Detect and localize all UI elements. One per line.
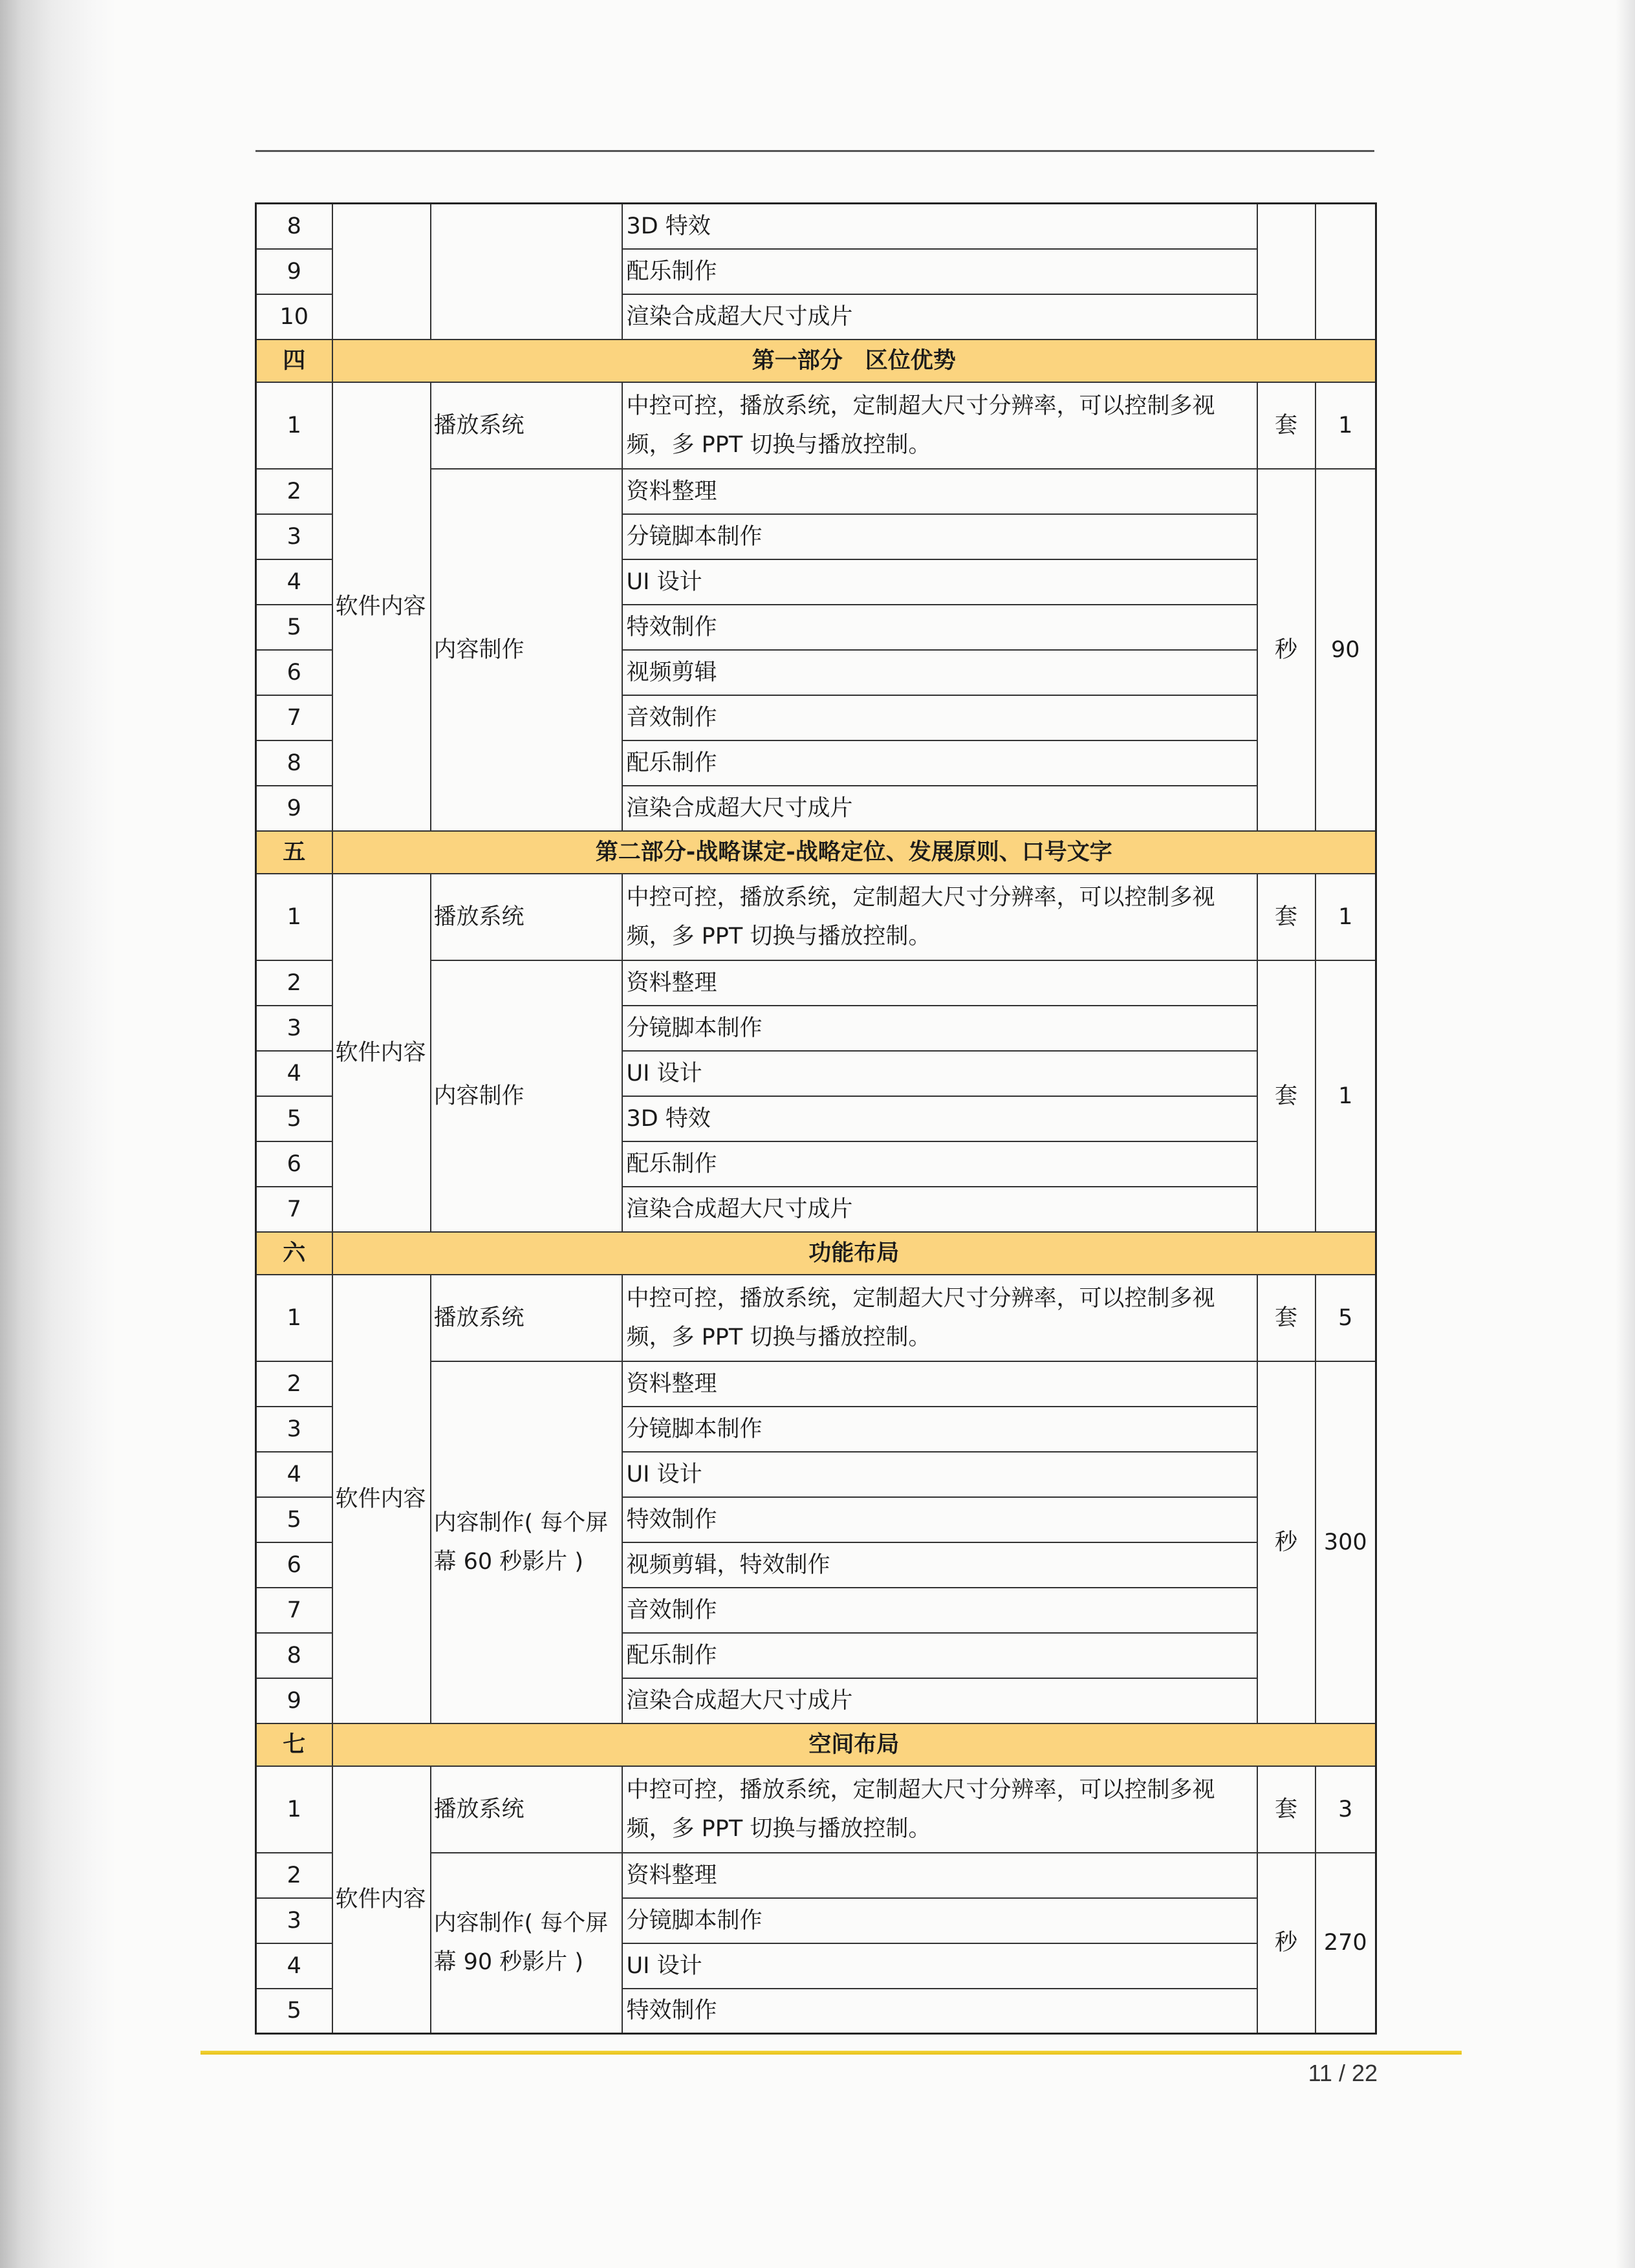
group-label: 软件内容 [332, 874, 431, 1232]
scan-edge-shadow [1616, 0, 1635, 2268]
row-number: 4 [256, 559, 332, 605]
row-number: 6 [256, 1542, 332, 1588]
row-number: 4 [256, 1943, 332, 1989]
item-cell: 渲染合成超大尺寸成片 [622, 294, 1257, 340]
unit-cell: 套 [1257, 382, 1316, 469]
qty-cell: 3 [1316, 1766, 1376, 1853]
subgroup-label: 播放系统 [431, 1275, 622, 1361]
item-cell: 特效制作 [622, 605, 1257, 650]
table-row [256, 204, 1376, 249]
qty-cell: 90 [1316, 469, 1376, 831]
section-header-row [256, 340, 1376, 382]
row-number: 8 [256, 1633, 332, 1678]
table-row [256, 1275, 1376, 1361]
subgroup-label: 播放系统 [431, 874, 622, 960]
unit-cell: 秒 [1257, 1361, 1316, 1723]
row-number: 9 [256, 1678, 332, 1723]
section-header-row [256, 1723, 1376, 1766]
item-cell: 特效制作 [622, 1989, 1257, 2034]
row-number: 3 [256, 1898, 332, 1943]
subgroup-label: 内容制作( 每个屏幕 90 秒影片 ) [431, 1853, 622, 2034]
group-label: 软件内容 [332, 1275, 431, 1723]
qty-cell: 300 [1316, 1361, 1376, 1723]
row-number: 8 [256, 740, 332, 786]
item-cell: 分镜脚本制作 [622, 1006, 1257, 1051]
section-title: 第二部分-战略谋定-战略定位、发展原则、口号文字 [332, 831, 1376, 874]
row-number: 2 [256, 960, 332, 1006]
section-number: 七 [256, 1723, 332, 1766]
qty-cell: 1 [1316, 960, 1376, 1232]
section-number: 四 [256, 340, 332, 382]
item-cell: 中控可控，播放系统，定制超大尺寸分辨率，可以控制多视频，多 PPT 切换与播放控制。 [622, 874, 1257, 960]
unit-cell: 套 [1257, 960, 1316, 1232]
section-number: 六 [256, 1232, 332, 1275]
subgroup-label: 播放系统 [431, 382, 622, 469]
item-cell: 资料整理 [622, 1361, 1257, 1407]
item-cell: UI 设计 [622, 1452, 1257, 1497]
row-number: 5 [256, 1989, 332, 2034]
item-cell: 中控可控，播放系统，定制超大尺寸分辨率，可以控制多视频，多 PPT 切换与播放控制。 [622, 1766, 1257, 1853]
quotation-table [255, 202, 1377, 2035]
unit-cell: 套 [1257, 1275, 1316, 1361]
qty-cell: 5 [1316, 1275, 1376, 1361]
item-cell: 配乐制作 [622, 1633, 1257, 1678]
group-label: 软件内容 [332, 382, 431, 831]
row-number: 5 [256, 1497, 332, 1542]
row-number: 3 [256, 514, 332, 559]
qty-cell: 1 [1316, 874, 1376, 960]
item-cell: 中控可控，播放系统，定制超大尺寸分辨率，可以控制多视频，多 PPT 切换与播放控制。 [622, 382, 1257, 469]
item-cell: 资料整理 [622, 469, 1257, 514]
row-number: 7 [256, 695, 332, 740]
item-cell: 分镜脚本制作 [622, 1407, 1257, 1452]
item-cell: 分镜脚本制作 [622, 1898, 1257, 1943]
footer-rule [200, 2051, 1462, 2055]
unit-cell [1257, 204, 1316, 340]
item-cell: 视频剪辑 [622, 650, 1257, 695]
qty-cell [1316, 204, 1376, 340]
item-cell: UI 设计 [622, 1051, 1257, 1096]
page-number: 11 / 22 [1308, 2060, 1378, 2086]
subgroup-label: 内容制作 [431, 469, 622, 831]
unit-cell: 秒 [1257, 469, 1316, 831]
group-label: 软件内容 [332, 1766, 431, 2034]
item-cell: 渲染合成超大尺寸成片 [622, 1678, 1257, 1723]
table-row [256, 874, 1376, 960]
table-row [256, 382, 1376, 469]
item-cell: 音效制作 [622, 1588, 1257, 1633]
row-number: 2 [256, 469, 332, 514]
item-cell: UI 设计 [622, 1943, 1257, 1989]
section-title: 空间布局 [332, 1723, 1376, 1766]
subgroup-cell [431, 204, 622, 340]
unit-cell: 套 [1257, 874, 1316, 960]
row-number: 3 [256, 1407, 332, 1452]
row-number: 6 [256, 650, 332, 695]
row-number: 4 [256, 1051, 332, 1096]
group-cell [332, 204, 431, 340]
row-number: 7 [256, 1588, 332, 1633]
item-cell: 资料整理 [622, 1853, 1257, 1898]
item-cell: 3D 特效 [622, 204, 1257, 249]
item-cell: 渲染合成超大尺寸成片 [622, 1187, 1257, 1232]
table-row [256, 1766, 1376, 1853]
item-cell: 资料整理 [622, 960, 1257, 1006]
item-cell: 配乐制作 [622, 249, 1257, 294]
qty-cell: 1 [1316, 382, 1376, 469]
section-header-row [256, 831, 1376, 874]
row-number: 10 [256, 294, 332, 340]
row-number: 6 [256, 1141, 332, 1187]
item-cell: 分镜脚本制作 [622, 514, 1257, 559]
item-cell: 中控可控，播放系统，定制超大尺寸分辨率，可以控制多视频，多 PPT 切换与播放控制。 [622, 1275, 1257, 1361]
item-cell: 配乐制作 [622, 740, 1257, 786]
item-cell: 音效制作 [622, 695, 1257, 740]
qty-cell: 270 [1316, 1853, 1376, 2034]
subgroup-label: 内容制作 [431, 960, 622, 1232]
row-number: 1 [256, 1766, 332, 1853]
item-cell: 配乐制作 [622, 1141, 1257, 1187]
item-cell: 渲染合成超大尺寸成片 [622, 786, 1257, 831]
item-cell: 视频剪辑，特效制作 [622, 1542, 1257, 1588]
subgroup-label: 播放系统 [431, 1766, 622, 1853]
row-number: 1 [256, 1275, 332, 1361]
row-number: 5 [256, 605, 332, 650]
section-title: 功能布局 [332, 1232, 1376, 1275]
row-number: 2 [256, 1361, 332, 1407]
item-cell: 特效制作 [622, 1497, 1257, 1542]
row-number: 9 [256, 249, 332, 294]
row-number: 7 [256, 1187, 332, 1232]
section-header-row [256, 1232, 1376, 1275]
unit-cell: 秒 [1257, 1853, 1316, 2034]
section-title: 第一部分 区位优势 [332, 340, 1376, 382]
unit-cell: 套 [1257, 1766, 1316, 1853]
row-number: 5 [256, 1096, 332, 1141]
row-number: 9 [256, 786, 332, 831]
item-cell: 3D 特效 [622, 1096, 1257, 1141]
row-number: 1 [256, 874, 332, 960]
row-number: 4 [256, 1452, 332, 1497]
subgroup-label: 内容制作( 每个屏幕 60 秒影片 ) [431, 1361, 622, 1723]
scan-binding-shadow [0, 0, 116, 2268]
row-number: 8 [256, 204, 332, 249]
section-number: 五 [256, 831, 332, 874]
item-cell: UI 设计 [622, 559, 1257, 605]
row-number: 3 [256, 1006, 332, 1051]
row-number: 1 [256, 382, 332, 469]
row-number: 2 [256, 1853, 332, 1898]
header-rule [255, 150, 1374, 152]
